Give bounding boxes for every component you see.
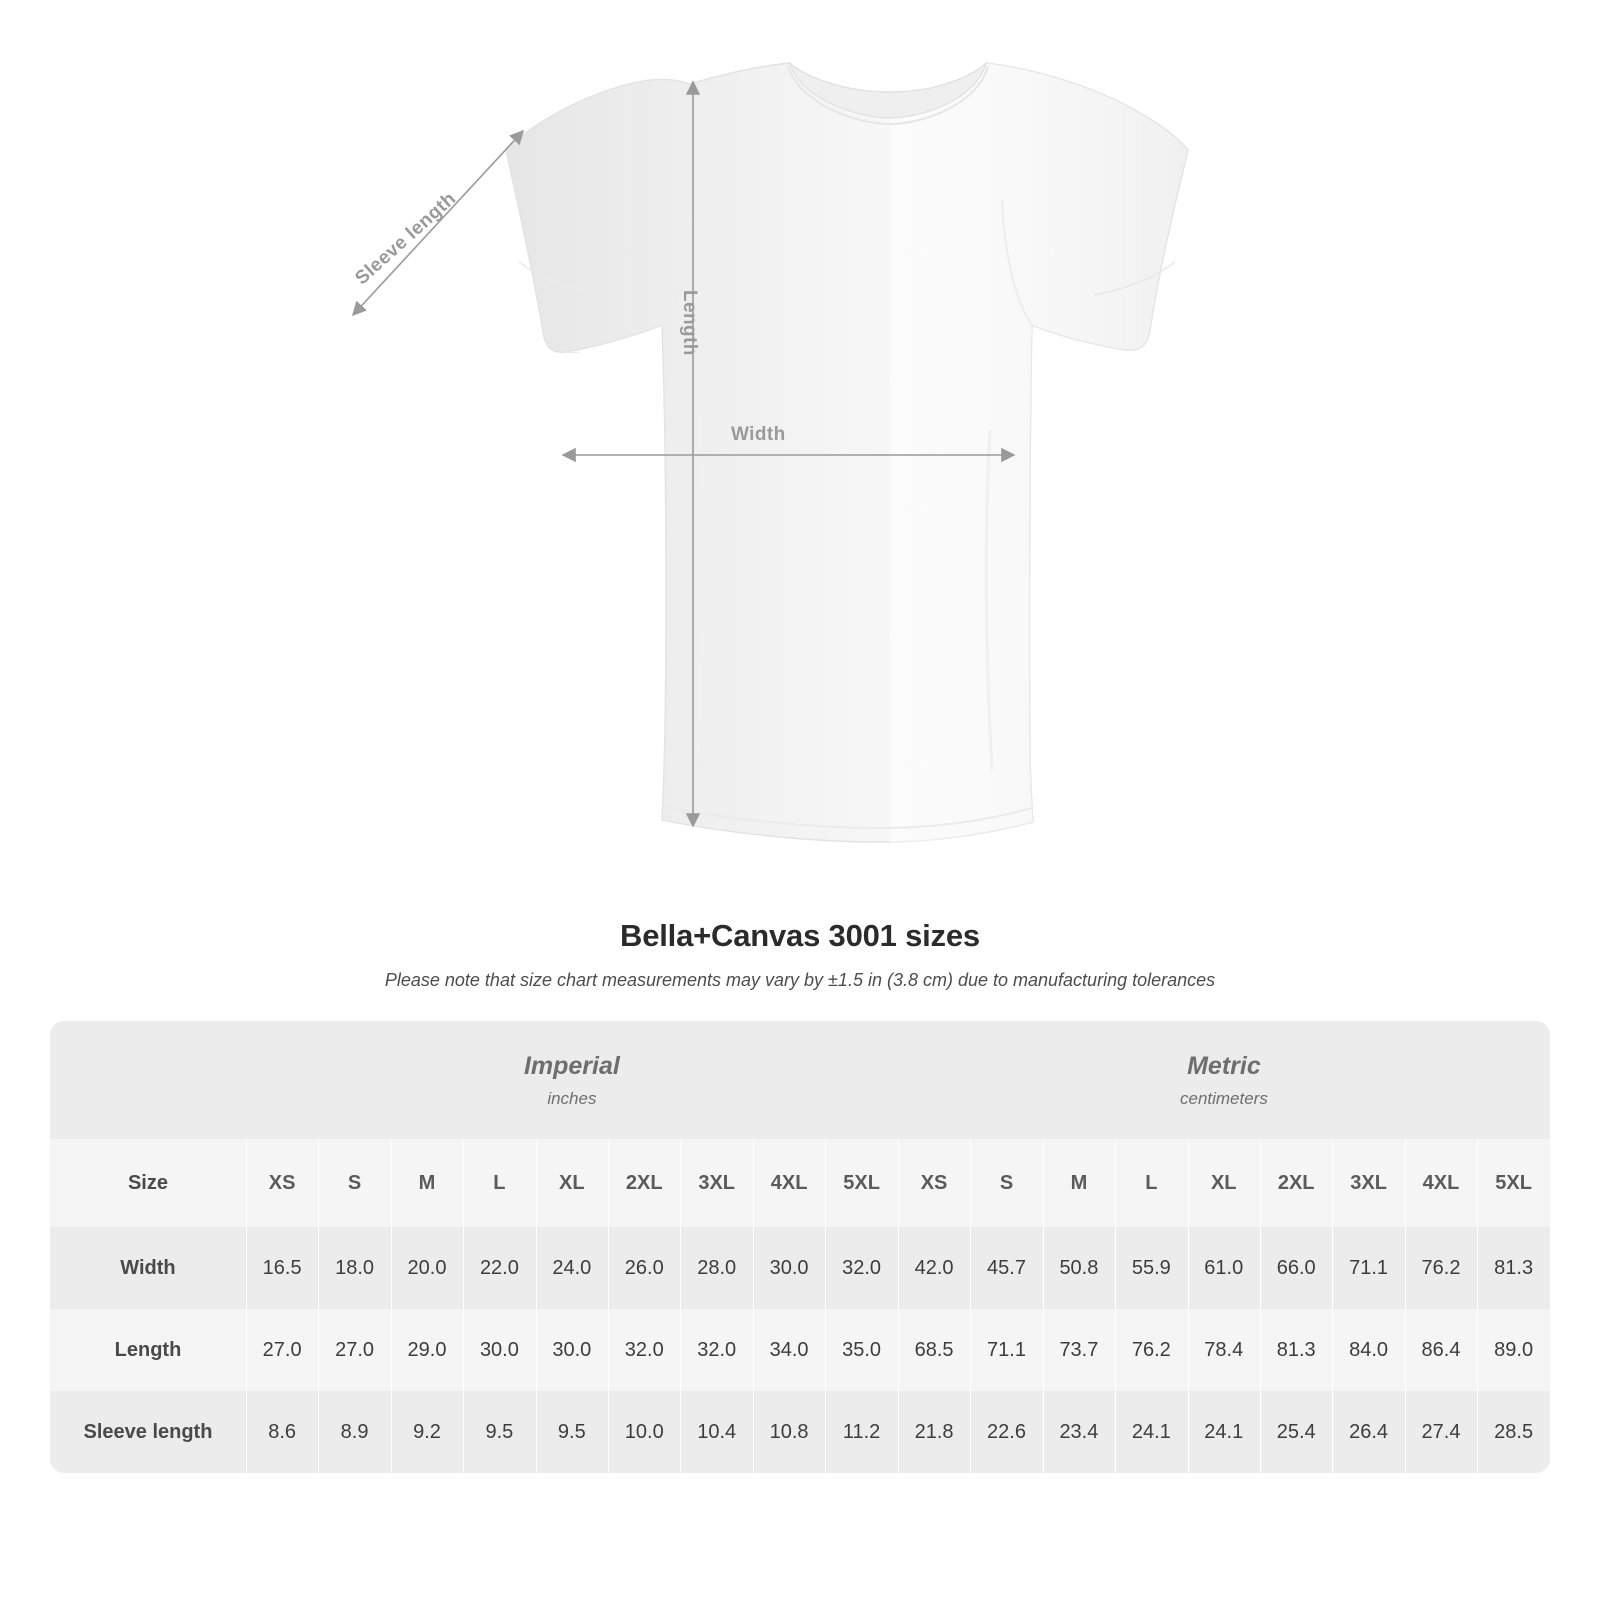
sleeve-5xl-in: 11.2 xyxy=(825,1391,898,1473)
size-header-3xl-imperial: 3XL xyxy=(680,1139,752,1227)
sleeve-2xl-cm: 25.4 xyxy=(1260,1391,1332,1473)
length-m-cm: 73.7 xyxy=(1043,1309,1115,1391)
size-header-xs-metric: XS xyxy=(898,1139,970,1227)
width-s-in: 18.0 xyxy=(318,1227,390,1309)
width-5xl-in: 32.0 xyxy=(825,1227,898,1309)
tolerance-note: Please note that size chart measurements may vary by ±1.5 in (3.8 cm) due to manufacturing tolerances xyxy=(384,970,1216,990)
size-table xyxy=(50,1021,1550,1473)
width-xl-cm: 61.0 xyxy=(1188,1227,1260,1309)
size-header-l-metric: L xyxy=(1115,1139,1187,1227)
length-xl-cm: 78.4 xyxy=(1188,1309,1260,1391)
sleeve-l-cm: 24.1 xyxy=(1115,1391,1187,1473)
size-header-s-imperial: S xyxy=(318,1139,390,1227)
size-header-m-metric: M xyxy=(1043,1139,1115,1227)
sleeve-s-in: 8.9 xyxy=(318,1391,390,1473)
sleeve-xs-in: 8.6 xyxy=(246,1391,318,1473)
row-label-length: Length xyxy=(50,1309,246,1391)
size-header-2xl-metric: 2XL xyxy=(1260,1139,1332,1227)
length-l-in: 30.0 xyxy=(463,1309,535,1391)
size-header-3xl-metric: 3XL xyxy=(1332,1139,1404,1227)
sleeve-xl-in: 9.5 xyxy=(536,1391,608,1473)
width-dimension-label: Width xyxy=(731,424,786,445)
table-row xyxy=(50,1309,1550,1391)
unit-imperial-sub: inches xyxy=(547,1088,597,1108)
page-title: Bella+Canvas 3001 sizes xyxy=(620,918,980,953)
sleeve-xl-cm: 24.1 xyxy=(1188,1391,1260,1473)
sleeve-3xl-cm: 26.4 xyxy=(1332,1391,1404,1473)
width-2xl-cm: 66.0 xyxy=(1260,1227,1332,1309)
row-label-width: Width xyxy=(50,1227,246,1309)
unit-spacer-cell xyxy=(50,1021,246,1139)
size-header-label: Size xyxy=(50,1139,246,1227)
size-header-row xyxy=(50,1139,1550,1227)
length-dimension-label: Length xyxy=(679,290,700,356)
length-xl-in: 30.0 xyxy=(536,1309,608,1391)
row-label-sleeve-length: Sleeve length xyxy=(50,1391,246,1473)
width-3xl-in: 28.0 xyxy=(680,1227,752,1309)
size-header-xl-metric: XL xyxy=(1188,1139,1260,1227)
width-s-cm: 45.7 xyxy=(970,1227,1042,1309)
sleeve-m-in: 9.2 xyxy=(391,1391,463,1473)
length-3xl-cm: 84.0 xyxy=(1332,1309,1404,1391)
size-header-4xl-metric: 4XL xyxy=(1405,1139,1477,1227)
sleeve-5xl-cm: 28.5 xyxy=(1477,1391,1550,1473)
length-m-in: 29.0 xyxy=(391,1309,463,1391)
unit-imperial-cell xyxy=(246,1021,898,1139)
length-xs-in: 27.0 xyxy=(246,1309,318,1391)
length-5xl-in: 35.0 xyxy=(825,1309,898,1391)
sleeve-length-dimension-label: Sleeve length xyxy=(351,188,461,290)
length-l-cm: 76.2 xyxy=(1115,1309,1187,1391)
length-s-in: 27.0 xyxy=(318,1309,390,1391)
length-5xl-cm: 89.0 xyxy=(1477,1309,1550,1391)
width-xs-cm: 42.0 xyxy=(898,1227,970,1309)
length-s-cm: 71.1 xyxy=(970,1309,1042,1391)
sleeve-m-cm: 23.4 xyxy=(1043,1391,1115,1473)
sleeve-xs-cm: 21.8 xyxy=(898,1391,970,1473)
sleeve-3xl-in: 10.4 xyxy=(680,1391,752,1473)
length-xs-cm: 68.5 xyxy=(898,1309,970,1391)
size-table-wrapper xyxy=(50,1021,1550,1473)
width-4xl-cm: 76.2 xyxy=(1405,1227,1477,1309)
sleeve-l-in: 9.5 xyxy=(463,1391,535,1473)
size-header-2xl-imperial: 2XL xyxy=(608,1139,680,1227)
width-xl-in: 24.0 xyxy=(536,1227,608,1309)
sleeve-2xl-in: 10.0 xyxy=(608,1391,680,1473)
sleeve-4xl-cm: 27.4 xyxy=(1405,1391,1477,1473)
unit-imperial-name: Imperial xyxy=(523,1051,620,1080)
width-l-cm: 55.9 xyxy=(1115,1227,1187,1309)
size-header-xs-imperial: XS xyxy=(246,1139,318,1227)
size-header-xl-imperial: XL xyxy=(536,1139,608,1227)
width-3xl-cm: 71.1 xyxy=(1332,1227,1404,1309)
size-header-5xl-imperial: 5XL xyxy=(825,1139,898,1227)
length-2xl-in: 32.0 xyxy=(608,1309,680,1391)
title-block xyxy=(0,918,1600,991)
unit-header-row xyxy=(50,1021,1550,1139)
sleeve-s-cm: 22.6 xyxy=(970,1391,1042,1473)
length-3xl-in: 32.0 xyxy=(680,1309,752,1391)
size-header-l-imperial: L xyxy=(463,1139,535,1227)
size-header-4xl-imperial: 4XL xyxy=(753,1139,825,1227)
size-header-s-metric: S xyxy=(970,1139,1042,1227)
sleeve-4xl-in: 10.8 xyxy=(753,1391,825,1473)
width-m-in: 20.0 xyxy=(391,1227,463,1309)
width-l-in: 22.0 xyxy=(463,1227,535,1309)
unit-metric-name: Metric xyxy=(1187,1051,1261,1080)
table-row xyxy=(50,1391,1550,1473)
width-5xl-cm: 81.3 xyxy=(1477,1227,1550,1309)
length-4xl-in: 34.0 xyxy=(753,1309,825,1391)
size-header-m-imperial: M xyxy=(391,1139,463,1227)
width-2xl-in: 26.0 xyxy=(608,1227,680,1309)
unit-metric-sub: centimeters xyxy=(1179,1088,1268,1108)
length-4xl-cm: 86.4 xyxy=(1405,1309,1477,1391)
unit-metric-cell xyxy=(898,1021,1550,1139)
width-m-cm: 50.8 xyxy=(1043,1227,1115,1309)
table-row xyxy=(50,1227,1550,1309)
length-2xl-cm: 81.3 xyxy=(1260,1309,1332,1391)
width-4xl-in: 30.0 xyxy=(753,1227,825,1309)
size-header-5xl-metric: 5XL xyxy=(1477,1139,1550,1227)
width-xs-in: 16.5 xyxy=(246,1227,318,1309)
